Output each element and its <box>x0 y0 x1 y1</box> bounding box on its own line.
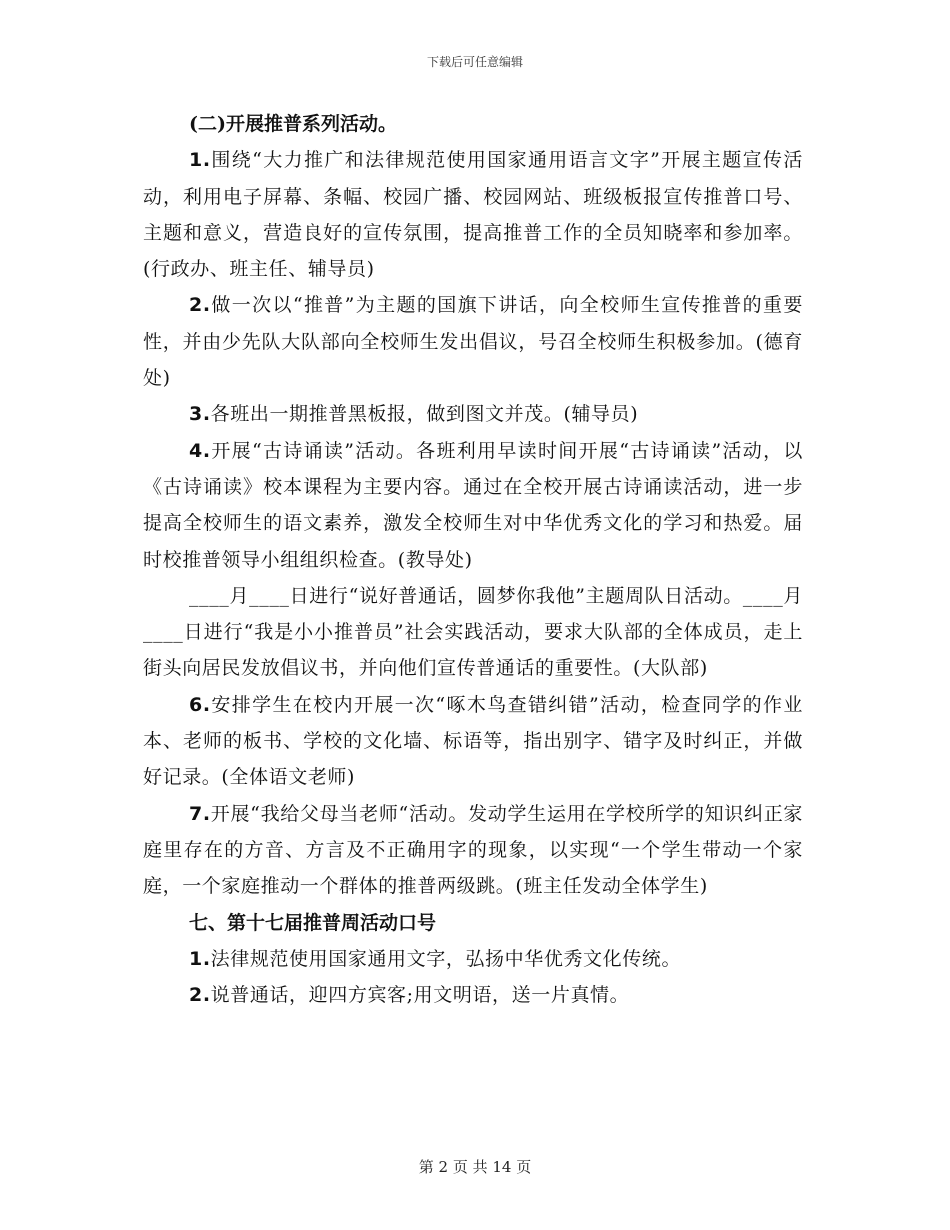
slogan-2 <box>143 977 803 1013</box>
item-text: 开展“古诗诵读”活动。各班利用早读时间开展“古诗诵读”活动，以《古诗诵读》校本课程为主要内容。通过在全校开展古诗诵读活动，进一步提高全校师生的语文素养，激发全校师生对中华优秀文化的学习和热爱。届时校推普领导小组组织检查。(教导处) <box>143 439 803 571</box>
item-number: 1. <box>189 149 211 172</box>
item-number: 3. <box>189 403 211 426</box>
item-text: 法律规范使用国家通用文字，弘扬中华优秀文化传统。 <box>210 947 682 970</box>
item-number: 4. <box>189 439 211 462</box>
list-item-4 <box>143 433 803 578</box>
item-text: 开展“我给父母当老师“活动。发动学生运用在学校所学的知识纠正家庭里存在的方音、方言及不正确用字的现象，以实现“一个学生带动一个家庭，一个家庭推动一个群体的推普两级跳。(班主任发动全体学生) <box>143 802 803 898</box>
list-item-7 <box>143 796 803 905</box>
item-number: 2. <box>189 294 211 317</box>
page-footer: 第 2 页 共 14 页 <box>418 1158 532 1176</box>
list-item-5 <box>143 578 803 687</box>
list-item-1 <box>143 142 803 287</box>
page-header: 下载后可任意编辑 <box>426 55 523 69</box>
item-number: 6. <box>189 693 211 716</box>
item-text: ____月____日进行“说好普通话，圆梦你我他”主题周队日活动。____月____日进行“我是小小推普员”社会实践活动，要求大队部的全体成员，走上街头向居民发放倡议书，并向他们宣传普通话的重要性。(大队部) <box>143 584 803 680</box>
list-item-2 <box>143 287 803 396</box>
slogan-1 <box>143 941 803 977</box>
section-heading: (二)开展推普系列活动。 <box>189 113 397 135</box>
item-number: 7. <box>189 802 211 825</box>
item-number: 1. <box>189 947 211 970</box>
section7-heading: 七、第十七届推普周活动口号 <box>189 911 437 934</box>
item-text: 围绕“大力推广和法律规范使用国家通用语言文字”开展主题宣传活动，利用电子屏幕、条幅、校园广播、校园网站、班级板报宣传推普口号、主题和意义，营造良好的宣传氛围，提高推普工作的全员知晓率和参加率。(行政办、班主任、辅导员) <box>143 149 803 281</box>
item-text: 各班出一期推普黑板报，做到图文并茂。(辅导员) <box>210 403 639 426</box>
document-body <box>143 106 803 1013</box>
item-text: 做一次以“推普”为主题的国旗下讲话，向全校师生宣传推普的重要性，并由少先队大队部向全校师生发出倡议，号召全校师生积极参加。(德育处) <box>143 294 803 390</box>
list-item-6 <box>143 687 803 796</box>
item-number: 2. <box>189 984 211 1007</box>
list-item-3 <box>143 396 803 432</box>
item-text: 安排学生在校内开展一次“啄木鸟查错纠错”活动，检查同学的作业本、老师的板书、学校的文化墙、标语等，指出别字、错字及时纠正，并做好记录。(全体语文老师) <box>143 693 803 789</box>
item-text: 说普通话，迎四方宾客;用文明语，送一片真情。 <box>210 984 630 1007</box>
